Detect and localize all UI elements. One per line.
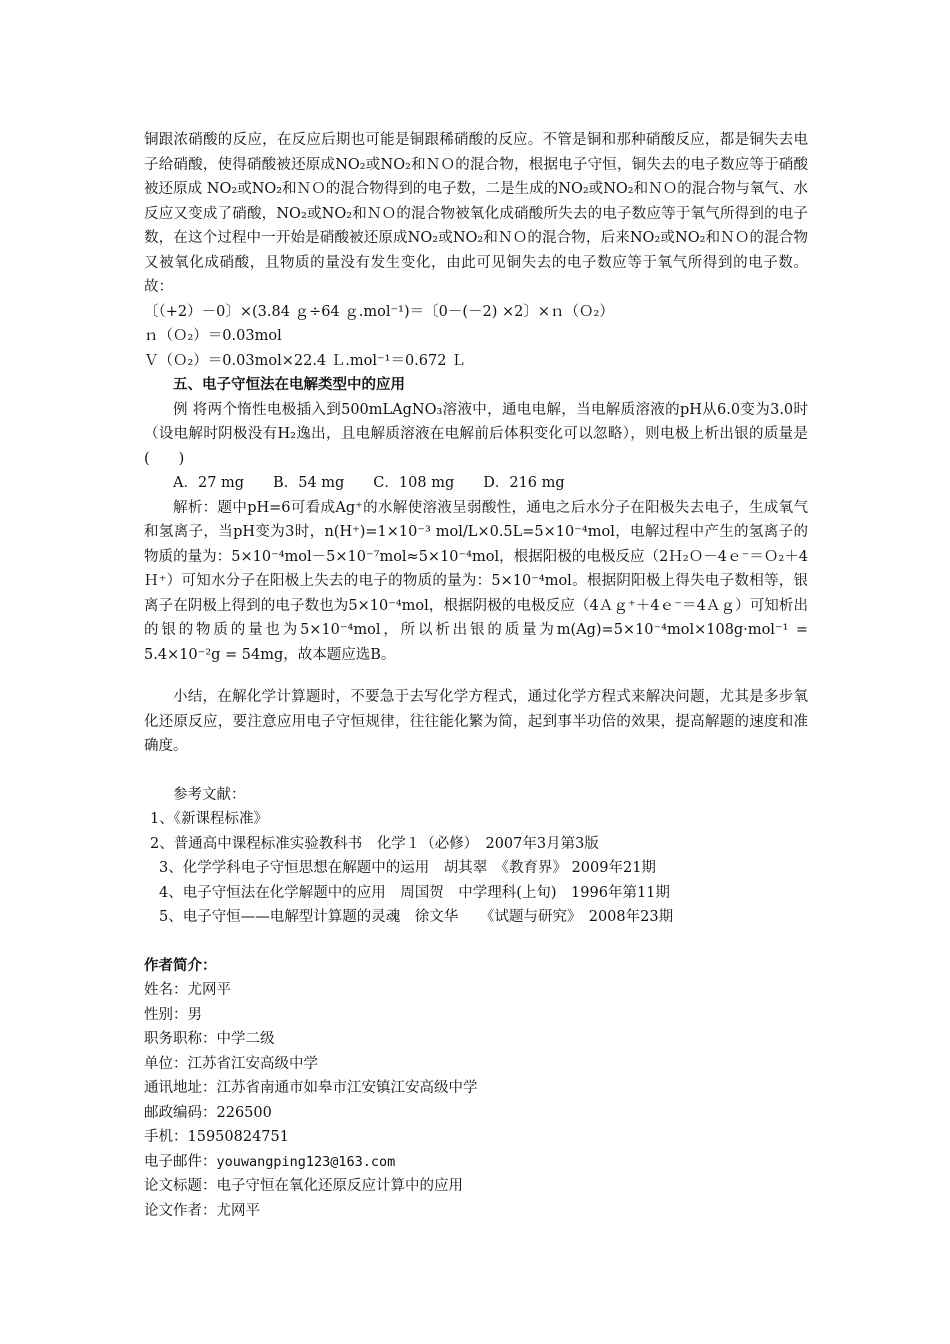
body-paragraph: 铜跟浓硝酸的反应，在反应后期也可能是铜跟稀硝酸的反应。不管是铜和那种硝酸反应，都是铜失去电子给硝酸，使得硝酸被还原成NO₂或NO₂和ＮＯ的混合物，根据电子守恒，铜失去的电子数应等于硝酸被还原成 NO₂或NO₂和ＮＯ的混合物得到的电子数，二是生成的NO₂或NO₂和ＮＯ的混合物与氧气、水反应又变成了硝酸，NO₂或NO₂和ＮＯ的混合物被氧化成硝酸所失去的电子数应等于氧气所得到的电子数，在这个过程中一开始是硝酸被还原成NO₂或NO₂和ＮＯ的混合物，后来NO₂或NO₂和ＮＯ的混合物又被氧化成硝酸，且物质的量没有发生变化，由此可见铜失去的电子数应等于氧气所得到的电子数。故：	[144, 132, 808, 295]
author-name: 姓名：尤网平	[144, 982, 231, 998]
author-gender: 性别：男	[144, 1006, 202, 1023]
paper-author: 论文作者：尤网平	[144, 1202, 260, 1219]
references-title: 参考文献：	[173, 786, 246, 803]
author-rank: 职务职称：中学二级	[144, 1031, 275, 1047]
answer-options: A．27 mg B．54 mg C．108 mg D．216 mg	[173, 475, 565, 491]
document-page	[144, 128, 808, 1223]
author-email-line	[144, 1150, 808, 1175]
author-unit: 单位：江苏省江安高级中学	[144, 1055, 318, 1072]
author-postcode: 邮政编码：226500	[144, 1104, 272, 1121]
author-phone: 手机：15950824751	[144, 1129, 289, 1145]
equation-line: 〔（+2）－0〕×(3.84 ｇ÷64 ｇ.mol⁻¹)＝〔0－(－2) ×2〕×ｎ（Ｏ₂）	[144, 303, 614, 320]
author-section-title: 作者简介：	[144, 956, 217, 974]
email-label: 电子邮件：	[144, 1153, 217, 1170]
reference-item: 3、化学学科电子守恒思想在解题中的运用 胡其翠 《教育界》 2009年21期	[159, 860, 656, 876]
reference-item: 4、电子守恒法在化学解题中的应用 周国贺 中学理科(上旬) 1996年第11期	[159, 884, 670, 901]
reference-item: 1、《新课程标准》	[150, 811, 268, 827]
reference-item: 5、电子守恒——电解型计算题的灵魂 徐文华 《试题与研究》 2008年23期	[159, 909, 674, 925]
section-heading: 五、电子守恒法在电解类型中的应用	[173, 376, 405, 393]
example-paragraph: 例 将两个惰性电极插入到500mLAgNO₃溶液中，通电电解，当电解质溶液的pH从6.0变为3.0时（设电解时阴极没有H₂逸出，且电解质溶液在电解前后体积变化可以忽略），则电极上析出银的质量是( )	[144, 401, 808, 467]
reference-item: 2、普通高中课程标准实验教科书 化学１（必修） 2007年3月第3版	[150, 835, 599, 852]
author-address: 通讯地址：江苏省南通市如皋市江安镇江安高级中学	[144, 1080, 478, 1096]
email-link[interactable]: youwangping123@163.com	[216, 1153, 396, 1170]
summary-paragraph: 小结，在解化学计算题时，不要急于去写化学方程式，通过化学方程式来解决问题，尤其是多步氧化还原反应，要注意应用电子守恒规律，往往能化繁为简，起到事半功倍的效果，提高解题的速度和准确度。	[144, 689, 808, 754]
equation-line: ｎ（Ｏ₂）＝0.03mol	[144, 328, 282, 344]
paper-title: 论文标题：电子守恒在氧化还原反应计算中的应用	[144, 1178, 463, 1194]
analysis-paragraph: 解析：题中pH=6可看成Ag⁺的水解使溶液呈弱酸性，通电之后水分子在阳极失去电子，生成氧气和氢离子，当pH变为3时，n(H⁺)=1×10⁻³ mol/L×0.5L=5×10⁻⁴mol，电解过程中产生的氢离子的物质的量为：5×10⁻⁴mol－5×10⁻⁷mol≈5×10⁻⁴mol，根据阳极的电极反应（2Ｈ₂Ｏ－4ｅ⁻＝Ｏ₂＋4Ｈ⁺）可知水分子在阳极上失去的电子的物质的量为：5×10⁻⁴mol。根据阴阳极上得失电子数相等，银离子在阴极上得到的电子数也为5×10⁻⁴mol，根据阴极的电极反应（4Ａｇ⁺＋4ｅ⁻＝4Ａｇ）可知析出的银的物质的量也为5×10⁻⁴mol，所以析出银的质量为m(Ag)=5×10⁻⁴mol×108g·mol⁻¹ = 5.4×10⁻²g = 54mg，故本题应选B。	[144, 499, 808, 663]
equation-line: Ｖ（Ｏ₂）＝0.03mol×22.4 Ｌ.mol⁻¹＝0.672 Ｌ	[144, 352, 466, 369]
